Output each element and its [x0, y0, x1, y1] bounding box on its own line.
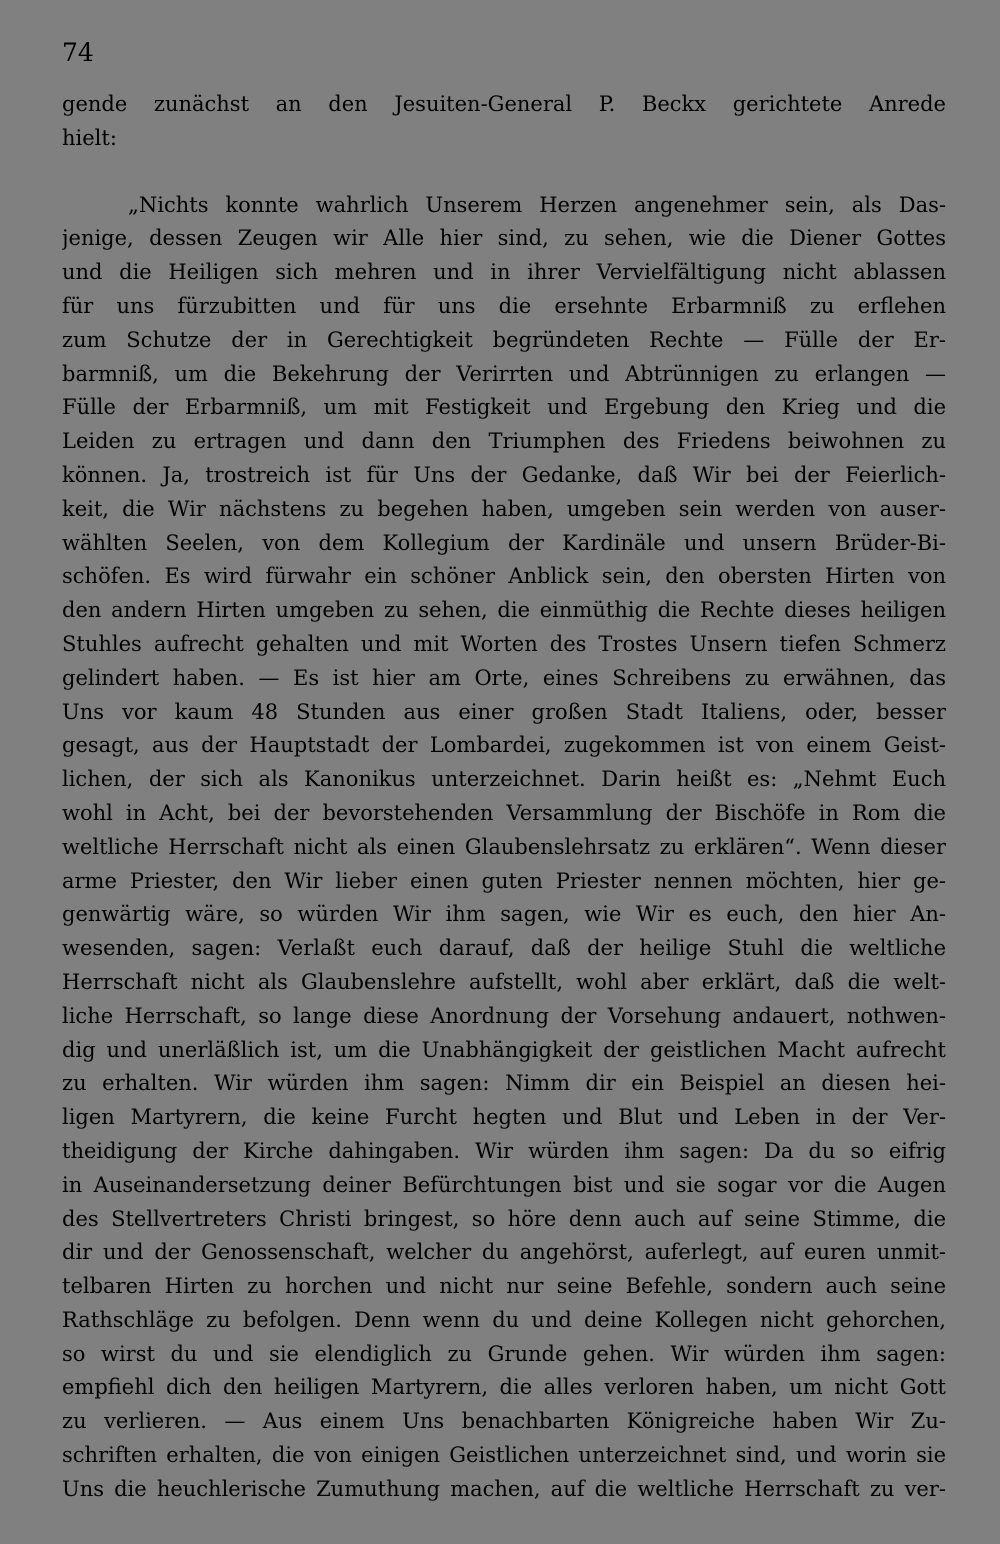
- text-line: für uns fürzubitten und für uns die ersehnte Erbarmniß zu erflehen: [62, 293, 946, 318]
- text-line: barmniß, um die Bekehrung der Verirrten und Abtrünnigen zu erlangen —: [62, 361, 946, 386]
- text-line: keit, die Wir nächstens zu begehen haben, umgeben sein werden von auser-: [62, 496, 946, 521]
- text-line: zu erhalten. Wir würden ihm sagen: Nimm dir ein Beispiel an diesen hei-: [62, 1071, 946, 1096]
- text-line: theidigung der Kirche dahingaben. Wir würden ihm sagen: Da du so eifrig: [62, 1138, 946, 1163]
- text-line: Uns die heuchlerische Zumuthung machen, auf die weltliche Herrschaft zu ver-: [62, 1476, 946, 1501]
- text-line: wählten Seelen, von dem Kollegium der Kardinäle und unsern Brüder-Bi-: [62, 530, 946, 555]
- text-line: gende zunächst an den Jesuiten-General P. Beckx gerichtete Anrede: [62, 92, 946, 116]
- text-line: wesenden, sagen: Verlaßt euch darauf, daß der heilige Stuhl die weltliche: [62, 936, 946, 961]
- text-line: Stuhles aufrecht gehalten und mit Worten des Trostes Unsern tiefen Schmerz: [62, 631, 946, 656]
- body-text: [62, 88, 946, 1507]
- text-line: Leiden zu ertragen und dann den Triumphen des Friedens beiwohnen zu: [62, 429, 946, 454]
- text-line: und die Heiligen sich mehren und in ihrer Vervielfältigung nicht ablassen: [62, 260, 946, 285]
- text-line: des Stellvertreters Christi bringest, so höre denn auch auf seine Stimme, die: [62, 1206, 946, 1231]
- text-line: gelindert haben. — Es ist hier am Orte, eines Schreibens zu erwähnen, das: [62, 665, 946, 690]
- text-line: können. Ja, trostreich ist für Uns der Gedanke, daß Wir bei der Feierlich-: [62, 462, 946, 487]
- text-line: ligen Martyrern, die keine Furcht hegten und Blut und Leben in der Ver-: [62, 1105, 946, 1130]
- text-line: hielt:: [62, 125, 117, 150]
- page-number: 74: [62, 38, 94, 67]
- text-line: empfiehl dich den heiligen Martyrern, die alles verloren haben, um nicht Gott: [62, 1375, 946, 1400]
- text-line: jenige, dessen Zeugen wir Alle hier sind, zu sehen, wie die Diener Gottes: [62, 226, 946, 251]
- text-line: genwärtig wäre, so würden Wir ihm sagen, wie Wir es euch, den hier An-: [62, 902, 946, 927]
- text-line: den andern Hirten umgeben zu sehen, die einmüthig die Rechte dieses heiligen: [62, 598, 946, 623]
- text-line: telbaren Hirten zu horchen und nicht nur seine Befehle, sondern auch seine: [62, 1274, 946, 1299]
- text-line: liche Herrschaft, so lange diese Anordnung der Vorsehung andauert, nothwen-: [62, 1003, 946, 1028]
- text-line: so wirst du und sie elendiglich zu Grunde gehen. Wir würden ihm sagen:: [62, 1341, 946, 1366]
- text-line: arme Priester, den Wir lieber einen guten Priester nennen möchten, hier ge-: [62, 868, 946, 893]
- text-line: schriften erhalten, die von einigen Geistlichen unterzeichnet sind, und worin sie: [62, 1443, 946, 1468]
- text-line: zum Schutze der in Gerechtigkeit begründeten Rechte — Fülle der Er-: [62, 327, 946, 352]
- text-line: in Auseinandersetzung deiner Befürchtungen bist und sie sogar vor die Augen: [62, 1172, 946, 1197]
- text-line: zu verlieren. — Aus einem Uns benachbarten Königreiche haben Wir Zu-: [62, 1409, 946, 1434]
- text-line: Fülle der Erbarmniß, um mit Festigkeit und Ergebung den Krieg und die: [62, 395, 946, 420]
- text-line: wohl in Acht, bei der bevorstehenden Versammlung der Bischöfe in Rom die: [62, 800, 946, 825]
- text-line: Herrschaft nicht als Glaubenslehre aufstellt, wohl aber erklärt, daß die welt-: [62, 969, 946, 994]
- text-line: schöfen. Es wird fürwahr ein schöner Anblick sein, den obersten Hirten von: [62, 564, 946, 589]
- text-line: Uns vor kaum 48 Stunden aus einer großen Stadt Italiens, oder, besser: [62, 699, 946, 724]
- text-line: Rathschläge zu befolgen. Denn wenn du und deine Kollegen nicht gehorchen,: [62, 1307, 946, 1332]
- text-line: „Nichts konnte wahrlich Unserem Herzen angenehmer sein, als Das-: [128, 192, 946, 217]
- text-line: dig und unerläßlich ist, um die Unabhängigkeit der geistlichen Macht aufrecht: [62, 1037, 946, 1062]
- text-line: weltliche Herrschaft nicht als einen Glaubenslehrsatz zu erklären“. Wenn dieser: [62, 834, 946, 859]
- text-line: lichen, der sich als Kanonikus unterzeichnet. Darin heißt es: „Nehmt Euch: [62, 767, 946, 792]
- text-line: gesagt, aus der Hauptstadt der Lombardei, zugekommen ist von einem Geist-: [62, 733, 946, 758]
- text-line: dir und der Genossenschaft, welcher du angehörst, auferlegt, auf euren unmit-: [62, 1240, 946, 1265]
